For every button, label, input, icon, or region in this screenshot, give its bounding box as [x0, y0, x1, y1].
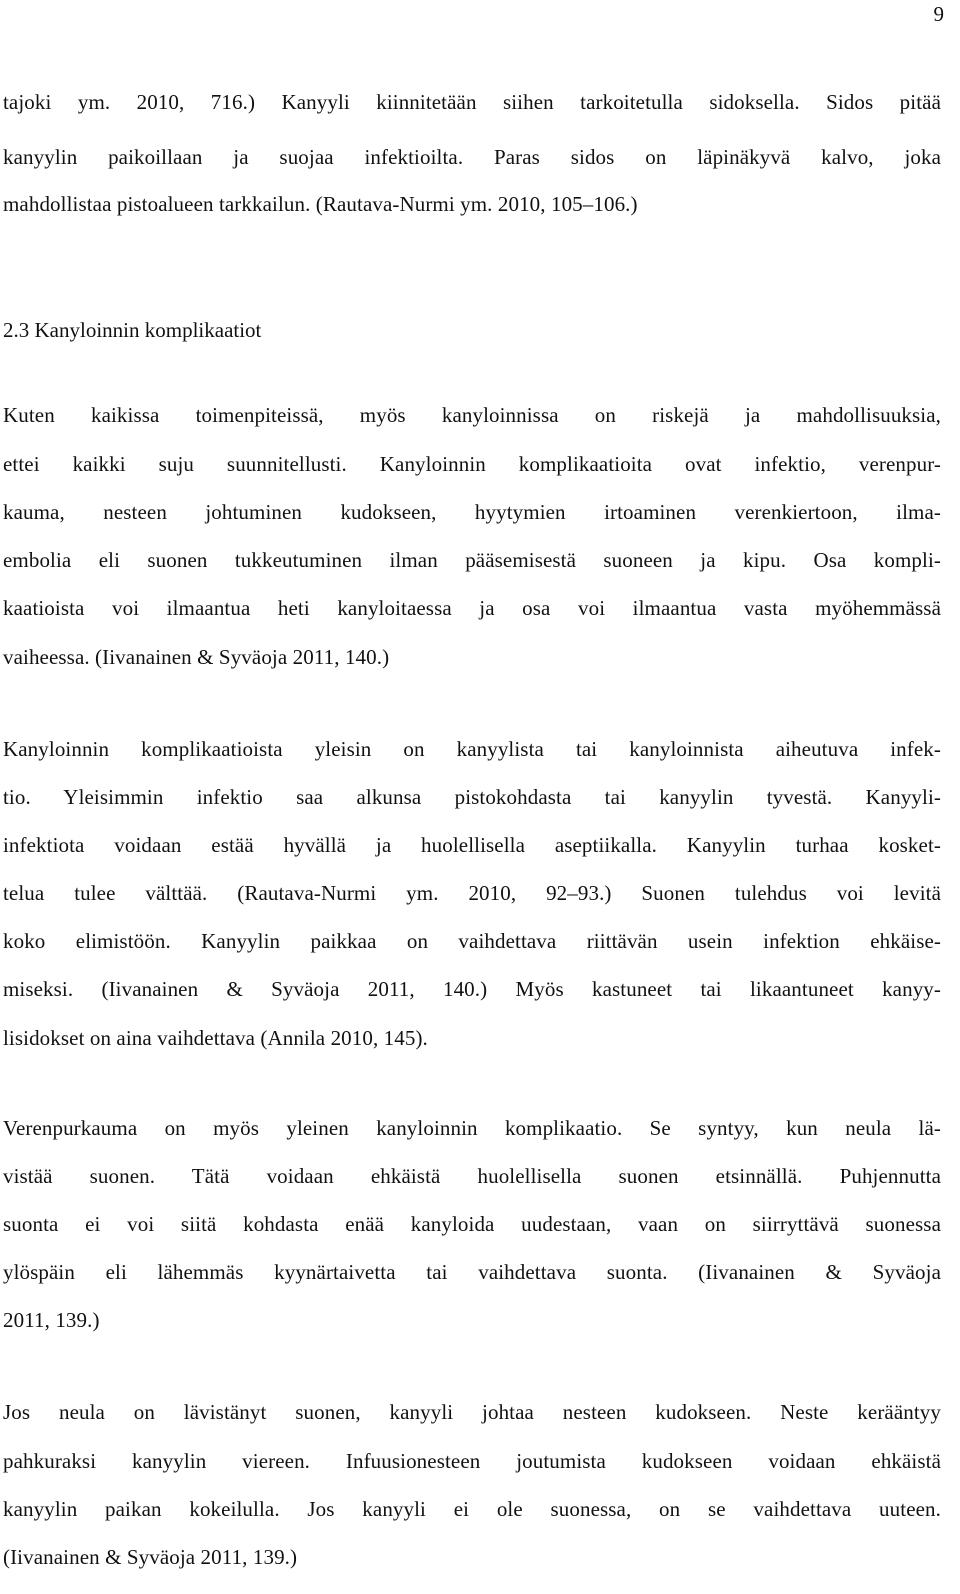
- text-line: telua tulee välttää. (Rautava-Nurmi ym. 2010, 92–93.) Suonen tulehdus voi levitä: [3, 881, 941, 905]
- text-line: tajoki ym. 2010, 716.) Kanyyli kiinnitetään siihen tarkoitetulla sidoksella. Sidos pitää: [3, 90, 941, 114]
- text-line: ettei kaikki suju suunnitellusti. Kanyloinnin komplikaatioita ovat infektio, verenpur-: [3, 452, 941, 476]
- text-line: mahdollistaa pistoalueen tarkkailun. (Rautava-Nurmi ym. 2010, 105–106.): [3, 192, 638, 216]
- text-line: suonta ei voi siitä kohdasta enää kanyloida uudestaan, vaan on siirryttävä suonessa: [3, 1212, 941, 1236]
- text-line: infektiota voidaan estää hyvällä ja huolellisella aseptiikalla. Kanyylin turhaa kosket-: [3, 833, 941, 857]
- text-line: ylöspäin eli lähemmäs kyynärtaivetta tai vaihdettava suonta. (Iivanainen & Syväoja: [3, 1260, 941, 1284]
- section-heading: 2.3 Kanyloinnin komplikaatiot: [3, 318, 262, 342]
- text-line: Kanyloinnin komplikaatioista yleisin on kanyylista tai kanyloinnista aiheutuva infek-: [3, 737, 941, 761]
- text-line: (Iivanainen & Syväoja 2011, 139.): [3, 1545, 298, 1569]
- text-line: vaiheessa. (Iivanainen & Syväoja 2011, 140.): [3, 645, 390, 669]
- text-line: tio. Yleisimmin infektio saa alkunsa pistokohdasta tai kanyylin tyvestä. Kanyyli-: [3, 785, 941, 809]
- text-line: kanyylin paikoillaan ja suojaa infektioilta. Paras sidos on läpinäkyvä kalvo, joka: [3, 145, 941, 169]
- text-line: Jos neula on lävistänyt suonen, kanyyli johtaa nesteen kudokseen. Neste kerääntyy: [3, 1400, 941, 1424]
- text-line: lisidokset on aina vaihdettava (Annila 2010, 145).: [3, 1026, 428, 1050]
- text-line: miseksi. (Iivanainen & Syväoja 2011, 140.) Myös kastuneet tai likaantuneet kanyy-: [3, 977, 941, 1001]
- text-line: 2011, 139.): [3, 1308, 100, 1332]
- text-line: kanyylin paikan kokeilulla. Jos kanyyli ei ole suonessa, on se vaihdettava uuteen.: [3, 1497, 941, 1521]
- text-line: koko elimistöön. Kanyylin paikkaa on vaihdettava riittävän usein infektion ehkäise-: [3, 929, 941, 953]
- text-line: pahkuraksi kanyylin viereen. Infuusionesteen joutumista kudokseen voidaan ehkäistä: [3, 1449, 941, 1473]
- page-number: 9: [933, 2, 944, 26]
- text-line: Verenpurkauma on myös yleinen kanyloinnin komplikaatio. Se syntyy, kun neula lä-: [3, 1116, 941, 1140]
- text-line: embolia eli suonen tukkeutuminen ilman pääsemisestä suoneen ja kipu. Osa kompli-: [3, 548, 941, 572]
- text-line: kaatioista voi ilmaantua heti kanyloitaessa ja osa voi ilmaantua vasta myöhemmässä: [3, 596, 941, 620]
- text-line: Kuten kaikissa toimenpiteissä, myös kanyloinnissa on riskejä ja mahdollisuuksia,: [3, 403, 941, 427]
- text-line: vistää suonen. Tätä voidaan ehkäistä huolellisella suonen etsinnällä. Puhjennutta: [3, 1164, 941, 1188]
- text-line: kauma, nesteen johtuminen kudokseen, hyytymien irtoaminen verenkiertoon, ilma-: [3, 500, 941, 524]
